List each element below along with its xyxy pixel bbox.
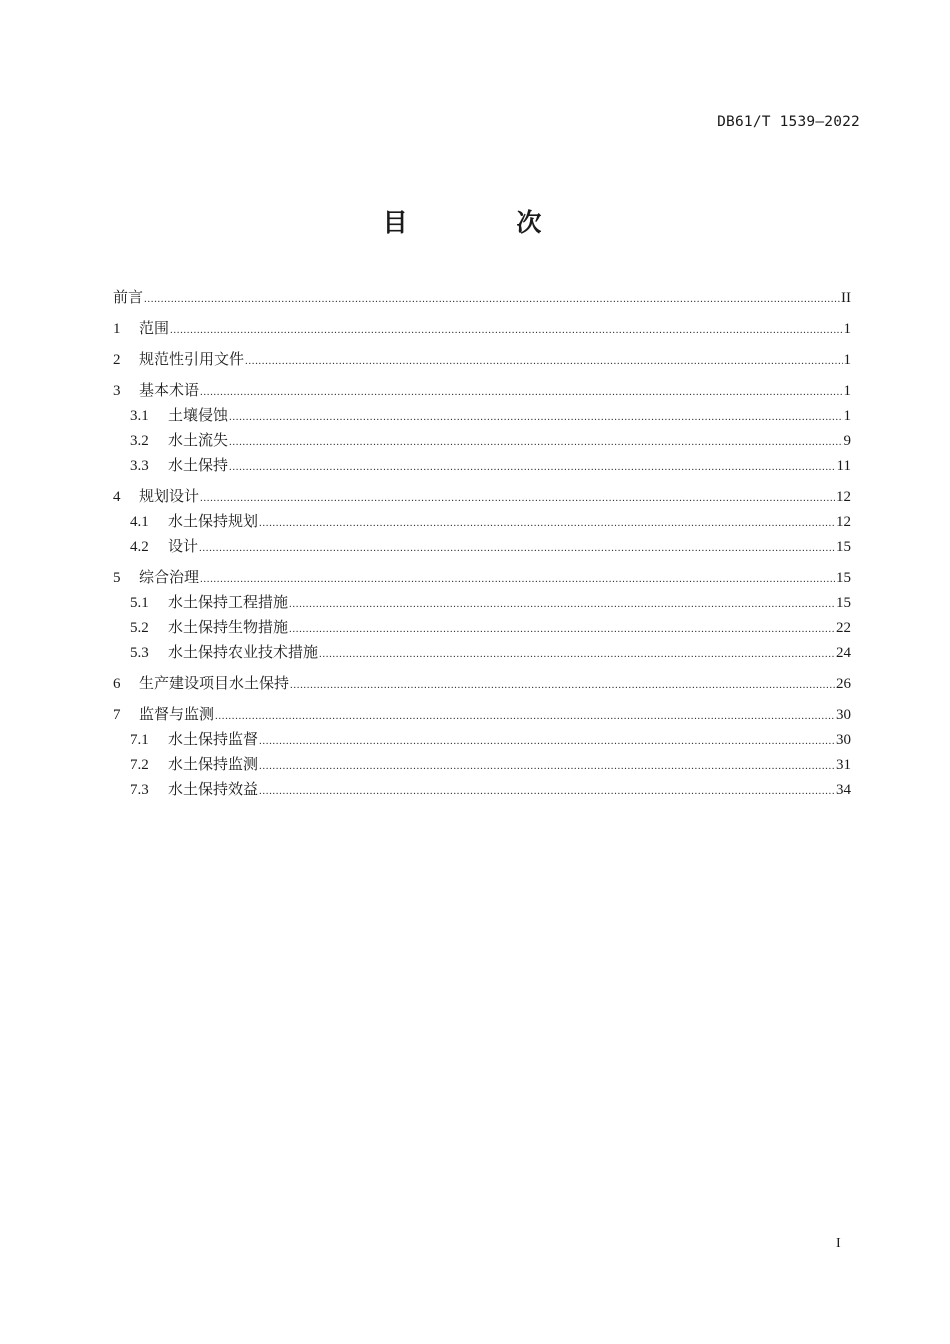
- toc-entry-number: 4.1: [130, 514, 149, 530]
- toc-dot-leader: [290, 674, 835, 696]
- toc-entry-number: 1: [113, 321, 121, 337]
- toc-entry[interactable]: [113, 729, 851, 754]
- toc-dot-leader: [144, 288, 840, 310]
- toc-entry[interactable]: [113, 592, 851, 617]
- toc-dot-leader: [259, 512, 835, 534]
- toc-entry[interactable]: [113, 704, 851, 729]
- toc-entry[interactable]: [113, 536, 851, 561]
- toc-entry-page: 1: [843, 408, 851, 424]
- toc-dot-leader: [289, 618, 835, 640]
- toc-entry-number: 4.2: [130, 539, 149, 555]
- toc-entry-label: 规划设计: [139, 489, 200, 505]
- toc-entry-number: 3.1: [130, 408, 149, 424]
- toc-dot-leader: [319, 643, 835, 665]
- toc-entry-number: 4: [113, 489, 121, 505]
- toc-entry[interactable]: [113, 405, 851, 430]
- toc-entry[interactable]: [113, 673, 851, 698]
- toc-entry-page: 12: [836, 514, 851, 530]
- toc-entry-page: 22: [836, 620, 851, 636]
- toc-entry-label: 水土保持监督: [168, 732, 259, 748]
- toc-entry-page: 30: [836, 732, 851, 748]
- toc-entry-number: 5.1: [130, 595, 149, 611]
- toc-entry-number: 2: [113, 352, 121, 368]
- toc-entry-number: 7.1: [130, 732, 149, 748]
- toc-entry-page: II: [841, 290, 851, 306]
- toc-entry-label: 水土保持: [168, 458, 229, 474]
- toc-dot-leader: [259, 755, 835, 777]
- toc-entry[interactable]: [113, 642, 851, 667]
- page-number: I: [836, 1236, 841, 1251]
- toc-dot-leader: [200, 487, 835, 509]
- toc-entry-label: 监督与监测: [139, 707, 215, 723]
- toc-entry[interactable]: [113, 318, 851, 343]
- toc-entry[interactable]: [113, 486, 851, 511]
- toc-entry-page: 1: [843, 352, 851, 368]
- toc-entry-page: 12: [836, 489, 851, 505]
- document-code: DB61/T 1539—2022: [717, 114, 860, 130]
- toc-entry-number: 7.2: [130, 757, 149, 773]
- toc-dot-leader: [215, 705, 835, 727]
- toc-entry[interactable]: [113, 567, 851, 592]
- toc-entry-label: 设计: [168, 539, 199, 555]
- toc-entry-label: 基本术语: [139, 383, 200, 399]
- toc-entry-label: 规范性引用文件: [139, 352, 245, 368]
- toc-entry-number: 7: [113, 707, 121, 723]
- toc-entry-number: 5: [113, 570, 121, 586]
- toc-entry[interactable]: [113, 455, 851, 480]
- toc-entry-page: 15: [836, 570, 851, 586]
- toc-entry-label: 水土保持监测: [168, 757, 259, 773]
- toc-entry-number: 3: [113, 383, 121, 399]
- toc-entry-label: 水土流失: [168, 433, 229, 449]
- toc-dot-leader: [245, 350, 842, 372]
- toc-entry[interactable]: [113, 380, 851, 405]
- toc-entry-number: 5.3: [130, 645, 149, 661]
- toc-entry-page: 34: [836, 782, 851, 798]
- toc-entry-label: 土壤侵蚀: [168, 408, 229, 424]
- toc-entry-label: 前言: [113, 290, 144, 306]
- toc-entry[interactable]: [113, 779, 851, 804]
- toc-dot-leader: [199, 537, 835, 559]
- toc-entry[interactable]: [113, 511, 851, 536]
- toc-entry-number: 6: [113, 676, 121, 692]
- toc-entry-label: 水土保持工程措施: [168, 595, 289, 611]
- toc-entry-label: 范围: [139, 321, 170, 337]
- toc-entry[interactable]: [113, 287, 851, 312]
- toc-dot-leader: [229, 406, 842, 428]
- toc-entry[interactable]: [113, 430, 851, 455]
- toc-dot-leader: [289, 593, 835, 615]
- toc-entry-number: 5.2: [130, 620, 149, 636]
- toc-entry-page: 1: [843, 321, 851, 337]
- toc-entry-number: 7.3: [130, 782, 149, 798]
- toc-entry[interactable]: [113, 617, 851, 642]
- toc-dot-leader: [200, 568, 835, 590]
- page-title: 目 次: [382, 208, 592, 237]
- toc-entry[interactable]: [113, 754, 851, 779]
- toc-dot-leader: [259, 780, 835, 802]
- table-of-contents: [113, 287, 851, 804]
- toc-entry-label: 水土保持生物措施: [168, 620, 289, 636]
- toc-entry-page: 30: [836, 707, 851, 723]
- toc-entry-page: 11: [836, 458, 851, 474]
- toc-dot-leader: [170, 319, 842, 341]
- toc-dot-leader: [229, 431, 842, 453]
- toc-dot-leader: [259, 730, 835, 752]
- toc-entry-label: 水土保持农业技术措施: [168, 645, 319, 661]
- toc-entry-label: 水土保持效益: [168, 782, 259, 798]
- toc-entry-page: 15: [836, 595, 851, 611]
- toc-entry-page: 9: [843, 433, 851, 449]
- toc-entry-number: 3.2: [130, 433, 149, 449]
- toc-entry-label: 综合治理: [139, 570, 200, 586]
- toc-entry-page: 26: [836, 676, 851, 692]
- toc-entry-page: 24: [836, 645, 851, 661]
- toc-entry-page: 15: [836, 539, 851, 555]
- toc-entry-page: 1: [843, 383, 851, 399]
- toc-entry-label: 生产建设项目水土保持: [139, 676, 290, 692]
- toc-entry-number: 3.3: [130, 458, 149, 474]
- toc-dot-leader: [200, 381, 842, 403]
- toc-entry-page: 31: [836, 757, 851, 773]
- toc-entry[interactable]: [113, 349, 851, 374]
- toc-dot-leader: [229, 456, 836, 478]
- toc-entry-label: 水土保持规划: [168, 514, 259, 530]
